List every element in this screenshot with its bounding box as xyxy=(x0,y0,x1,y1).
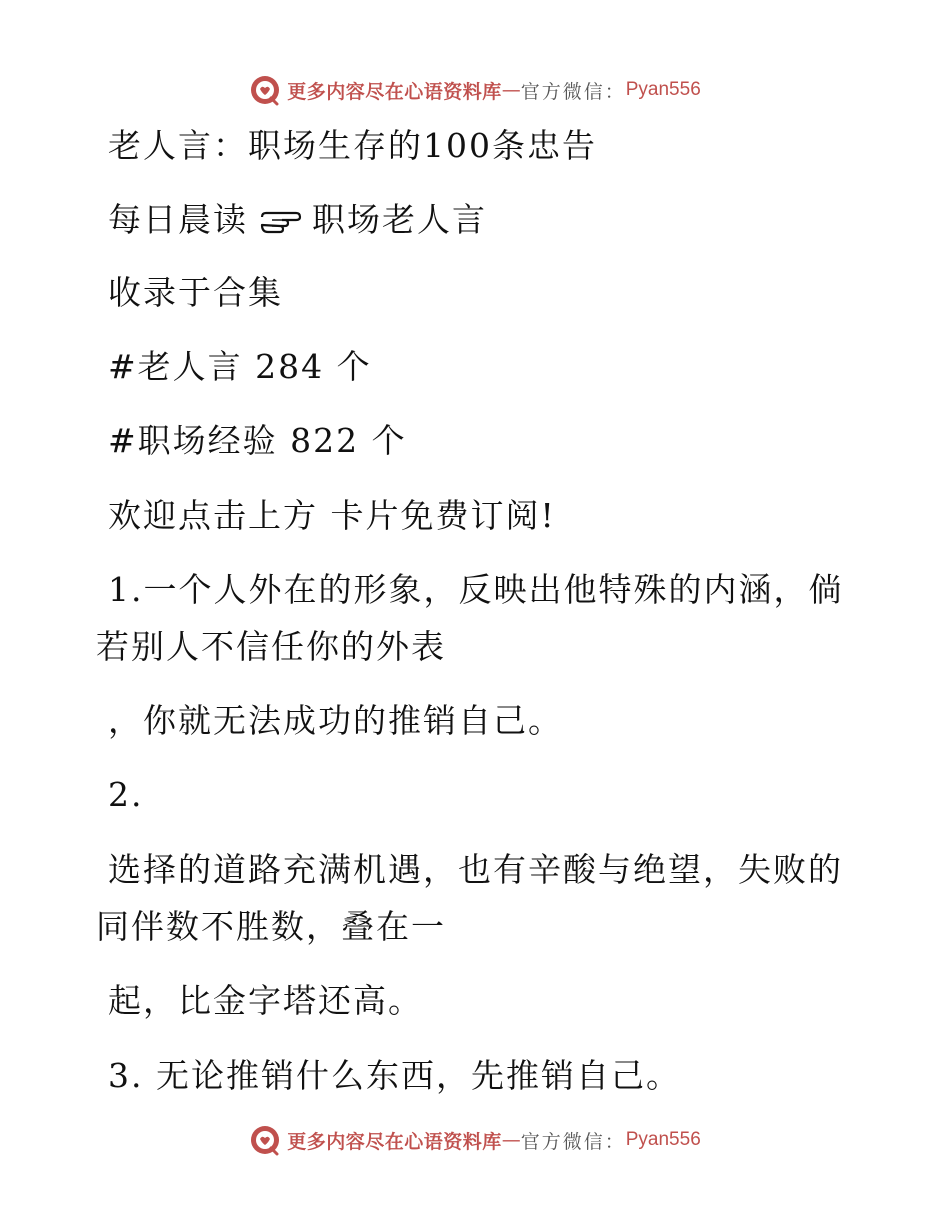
subscribe-prompt: 欢迎点击上方 卡片免费订阅! xyxy=(108,496,556,535)
subtitle-left: 每日晨读 xyxy=(108,200,248,239)
item-2-number: 2. xyxy=(108,775,144,814)
banner-main-text: 更多内容尽在心语资料库 xyxy=(287,1130,502,1153)
banner-wechat-id: Pyan556 xyxy=(625,1129,701,1150)
item-2-line-3: 起，比金字塔还高。 xyxy=(108,981,423,1020)
item-1-line-3: ，你就无法成功的推销自己。 xyxy=(108,701,563,740)
heart-logo-icon xyxy=(249,1124,281,1156)
subtitle-right: 职场老人言 xyxy=(312,200,487,239)
item-1-line-1: 1.一个人外在的形象，反映出他特殊的内涵，倘 xyxy=(108,570,844,609)
banner-wechat-id: Pyan556 xyxy=(625,79,701,100)
collection-label: 收录于合集 xyxy=(108,273,283,312)
banner-main-text: 更多内容尽在心语资料库 xyxy=(287,80,502,103)
tag-elder-words[interactable]: #老人言 284 个 xyxy=(108,347,372,386)
banner-separator: — xyxy=(501,79,521,101)
header-watermark-banner xyxy=(0,70,950,110)
subtitle-line xyxy=(108,200,487,240)
article-title: 老人言：职场生存的100条忠告 xyxy=(108,126,597,165)
footer-watermark-banner xyxy=(0,1120,950,1160)
banner-wechat-label: 官方微信： xyxy=(520,80,626,103)
item-3-line-1: 3. 无论推销什么东西，先推销自己。 xyxy=(108,1056,681,1095)
item-2-line-1: 选择的道路充满机遇，也有辛酸与绝望，失败的 xyxy=(108,850,843,889)
item-2-line-2: 同伴数不胜数，叠在一 xyxy=(96,907,446,946)
heart-logo-icon xyxy=(249,74,281,106)
banner-wechat-label: 官方微信： xyxy=(520,1130,626,1153)
item-1-line-2: 若别人不信任你的外表 xyxy=(96,627,446,666)
pointing-hand-icon xyxy=(258,209,302,235)
banner-separator: — xyxy=(501,1129,521,1151)
tag-workplace-experience[interactable]: #职场经验 822 个 xyxy=(108,421,407,460)
